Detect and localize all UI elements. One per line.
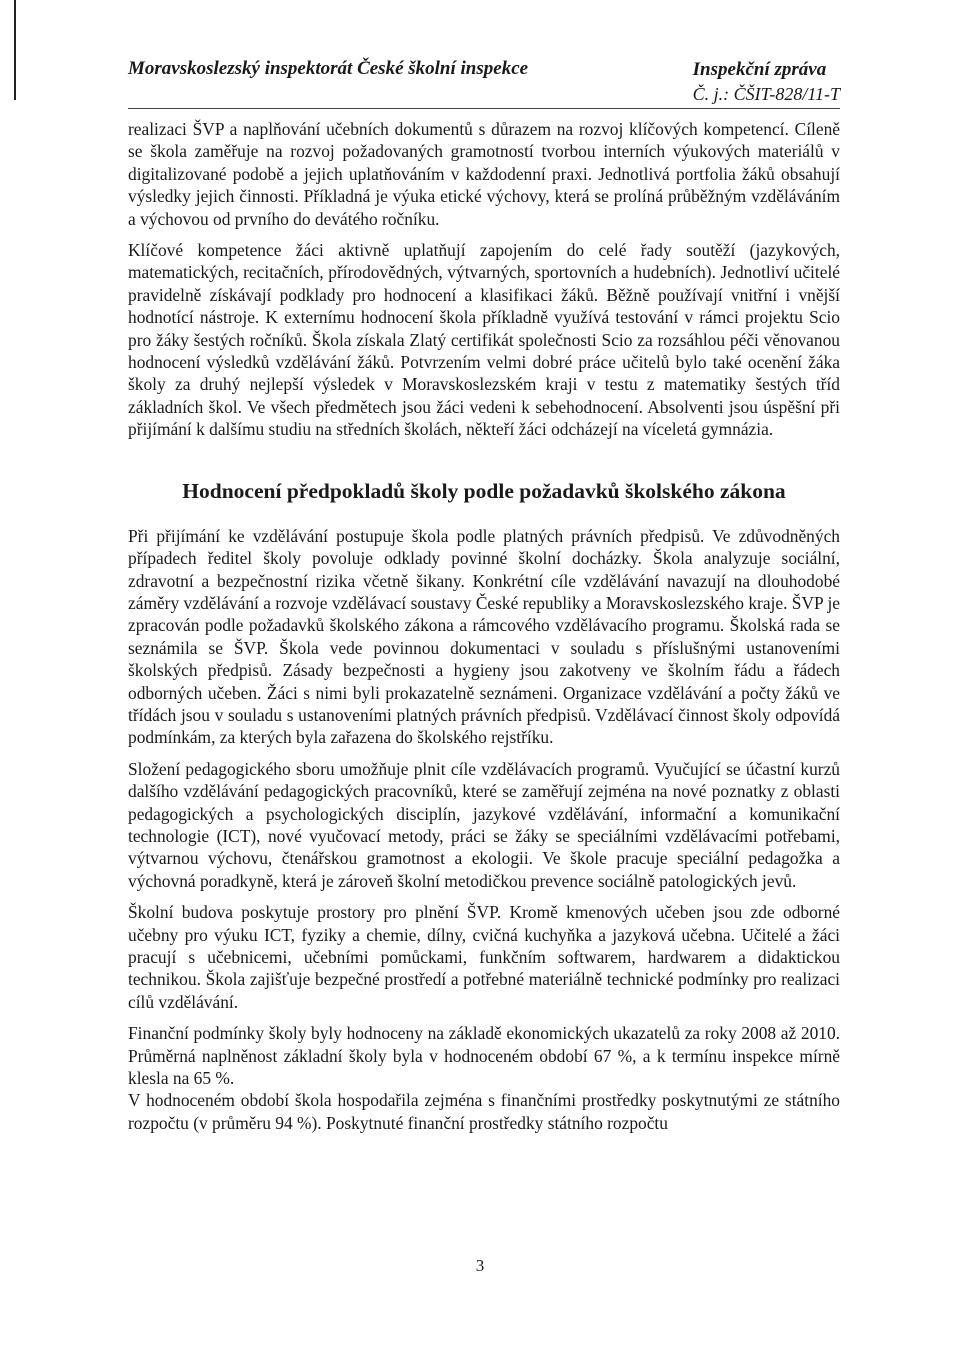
paragraph: Školní budova poskytuje prostory pro plnění ŠVP. Kromě kmenových učeben jsou zde odborné učebny pro výuku ICT, fyziky a chemie, dílny, cvičná kuchyňka a jazyková učebna. Učitelé a žáci pracují s učebnicemi, učebními pomůckami, funkčním softwarem, hardwarem a didaktickou technikou. Škola zajišťuje bezpečné prostředí a potřebné materiálně technické podmínky pro realizaci cílů vzdělávání. <box>128 902 840 1012</box>
header-reference-number: Č. j.: ČŠIT-828/11-T <box>692 84 840 104</box>
paragraph: Při přijímání ke vzdělávání postupuje škola podle platných právních předpisů. Ve zdůvodněných případech ředitel školy povoluje odklady povinné školní docházky. Škola analyzuje sociální, zdravotní a bezpečnostní rizika včetně šikany. Konkrétní cíle vzdělávání navazují na dlouhodobé záměry vzdělávání a rozvoje vzdělávací soustavy České republiky a Moravskoslezského kraje. ŠVP je zpracován podle požadavků školského zákona a rámcového vzdělávacího programu. Školská rada se seznámila se ŠVP. Škola vede povinnou dokumentaci v souladu s příslušnými ustanoveními školských předpisů. Zásady bezpečnosti a hygieny jsou zakotveny ve školním řádu a řádech odborných učeben. Žáci s nimi byli prokazatelně seznámeni. Organizace vzdělávání a počty žáků ve třídách jsou v souladu s ustanoveními platných právních předpisů. Vzdělávací činnost školy odpovídá podmínkám, za kterých byla zařazena do školského rejstříku. <box>128 525 840 748</box>
section-heading: Hodnocení předpokladů školy podle požadavků školského zákona <box>182 478 786 503</box>
paragraph: realizaci ŠVP a naplňování učebních dokumentů s důrazem na rozvoj klíčových kompetencí. Cíleně se škola zaměřuje na rozvoj požadovaných gramotností tvorbou interních výukových materiálů v digitalizované podobě a jejich uplatňováním v každodenní praxi. Jednotlivá portfolia žáků obsahují výsledky jejich činnosti. Příkladná je výuka etické výchovy, která se prolíná průběžným vzděláváním a výchovou od prvního do devátého ročníku. <box>128 119 840 229</box>
header-report-title: Inspekční zpráva <box>692 59 827 80</box>
paragraph: Složení pedagogického sboru umožňuje plnit cíle vzdělávacích programů. Vyučující se účastní kurzů dalšího vzdělávání pedagogických pracovníků, které se zaměřují zejména na nové poznatky z oblasti pedagogických a psychologických disciplín, jazykové vzdělávání, informační a komunikační technologie (ICT), nové vyučovací metody, práci se žáky se speciálními vzdělávacími potřebami, výtvarnou výchovu, čtenářskou gramotnost a ekologii. Ve škole pracuje speciální pedagožka a výchovná poradkyně, která je zároveň školní metodičkou prevence sociálně patologických jevů. <box>128 758 840 891</box>
document-body <box>128 118 840 1143</box>
page-number: 3 <box>475 1256 485 1275</box>
header-report-info <box>693 58 840 106</box>
header-divider <box>128 108 840 109</box>
paragraph: Finanční podmínky školy byly hodnoceny na základě ekonomických ukazatelů za roky 2008 až 2010. Průměrná naplněnost základní školy byla v hodnoceném období 67 %, a k termínu inspekce mírně klesla na 65 %. <box>128 1023 840 1089</box>
paragraph: V hodnoceném období škola hospodařila zejména s finančními prostředky poskytnutými ze státního rozpočtu (v průměru 94 %). Poskytnuté finanční prostředky státního rozpočtu <box>128 1090 840 1133</box>
paragraph: Klíčové kompetence žáci aktivně uplatňují zapojením do celé řady soutěží (jazykových, matematických, recitačních, přírodovědných, výtvarných, sportovních a hudebních). Jednotliví učitelé pravidelně získávají podklady pro hodnocení a klasifikaci žáků. Běžně používají vnitřní i vnější hodnotící nástroje. K externímu hodnocení škola příkladně využívá testování v rámci projektu Scio pro žáky šestých ročníků. Škola získala Zlatý certifikát společnosti Scio za rozsáhlou péči věnovanou hodnocení výsledků vzdělávání žáků. Potvrzením velmi dobré práce učitelů bylo také ocenění žáka školy za druhý nejlepší výsledek v Moravskoslezském kraji v testu z matematiky šestých tříd základních škol. Ve všech předmětech jsou žáci vedeni k sebehodnocení. Absolventi jsou úspěšní při přijímání k dalšímu studiu na středních školách, někteří žáci odcházejí na víceletá gymnázia. <box>128 240 840 440</box>
page-header <box>0 0 960 104</box>
header-organization: Moravskoslezský inspektorát České školní inspekce <box>128 58 529 79</box>
